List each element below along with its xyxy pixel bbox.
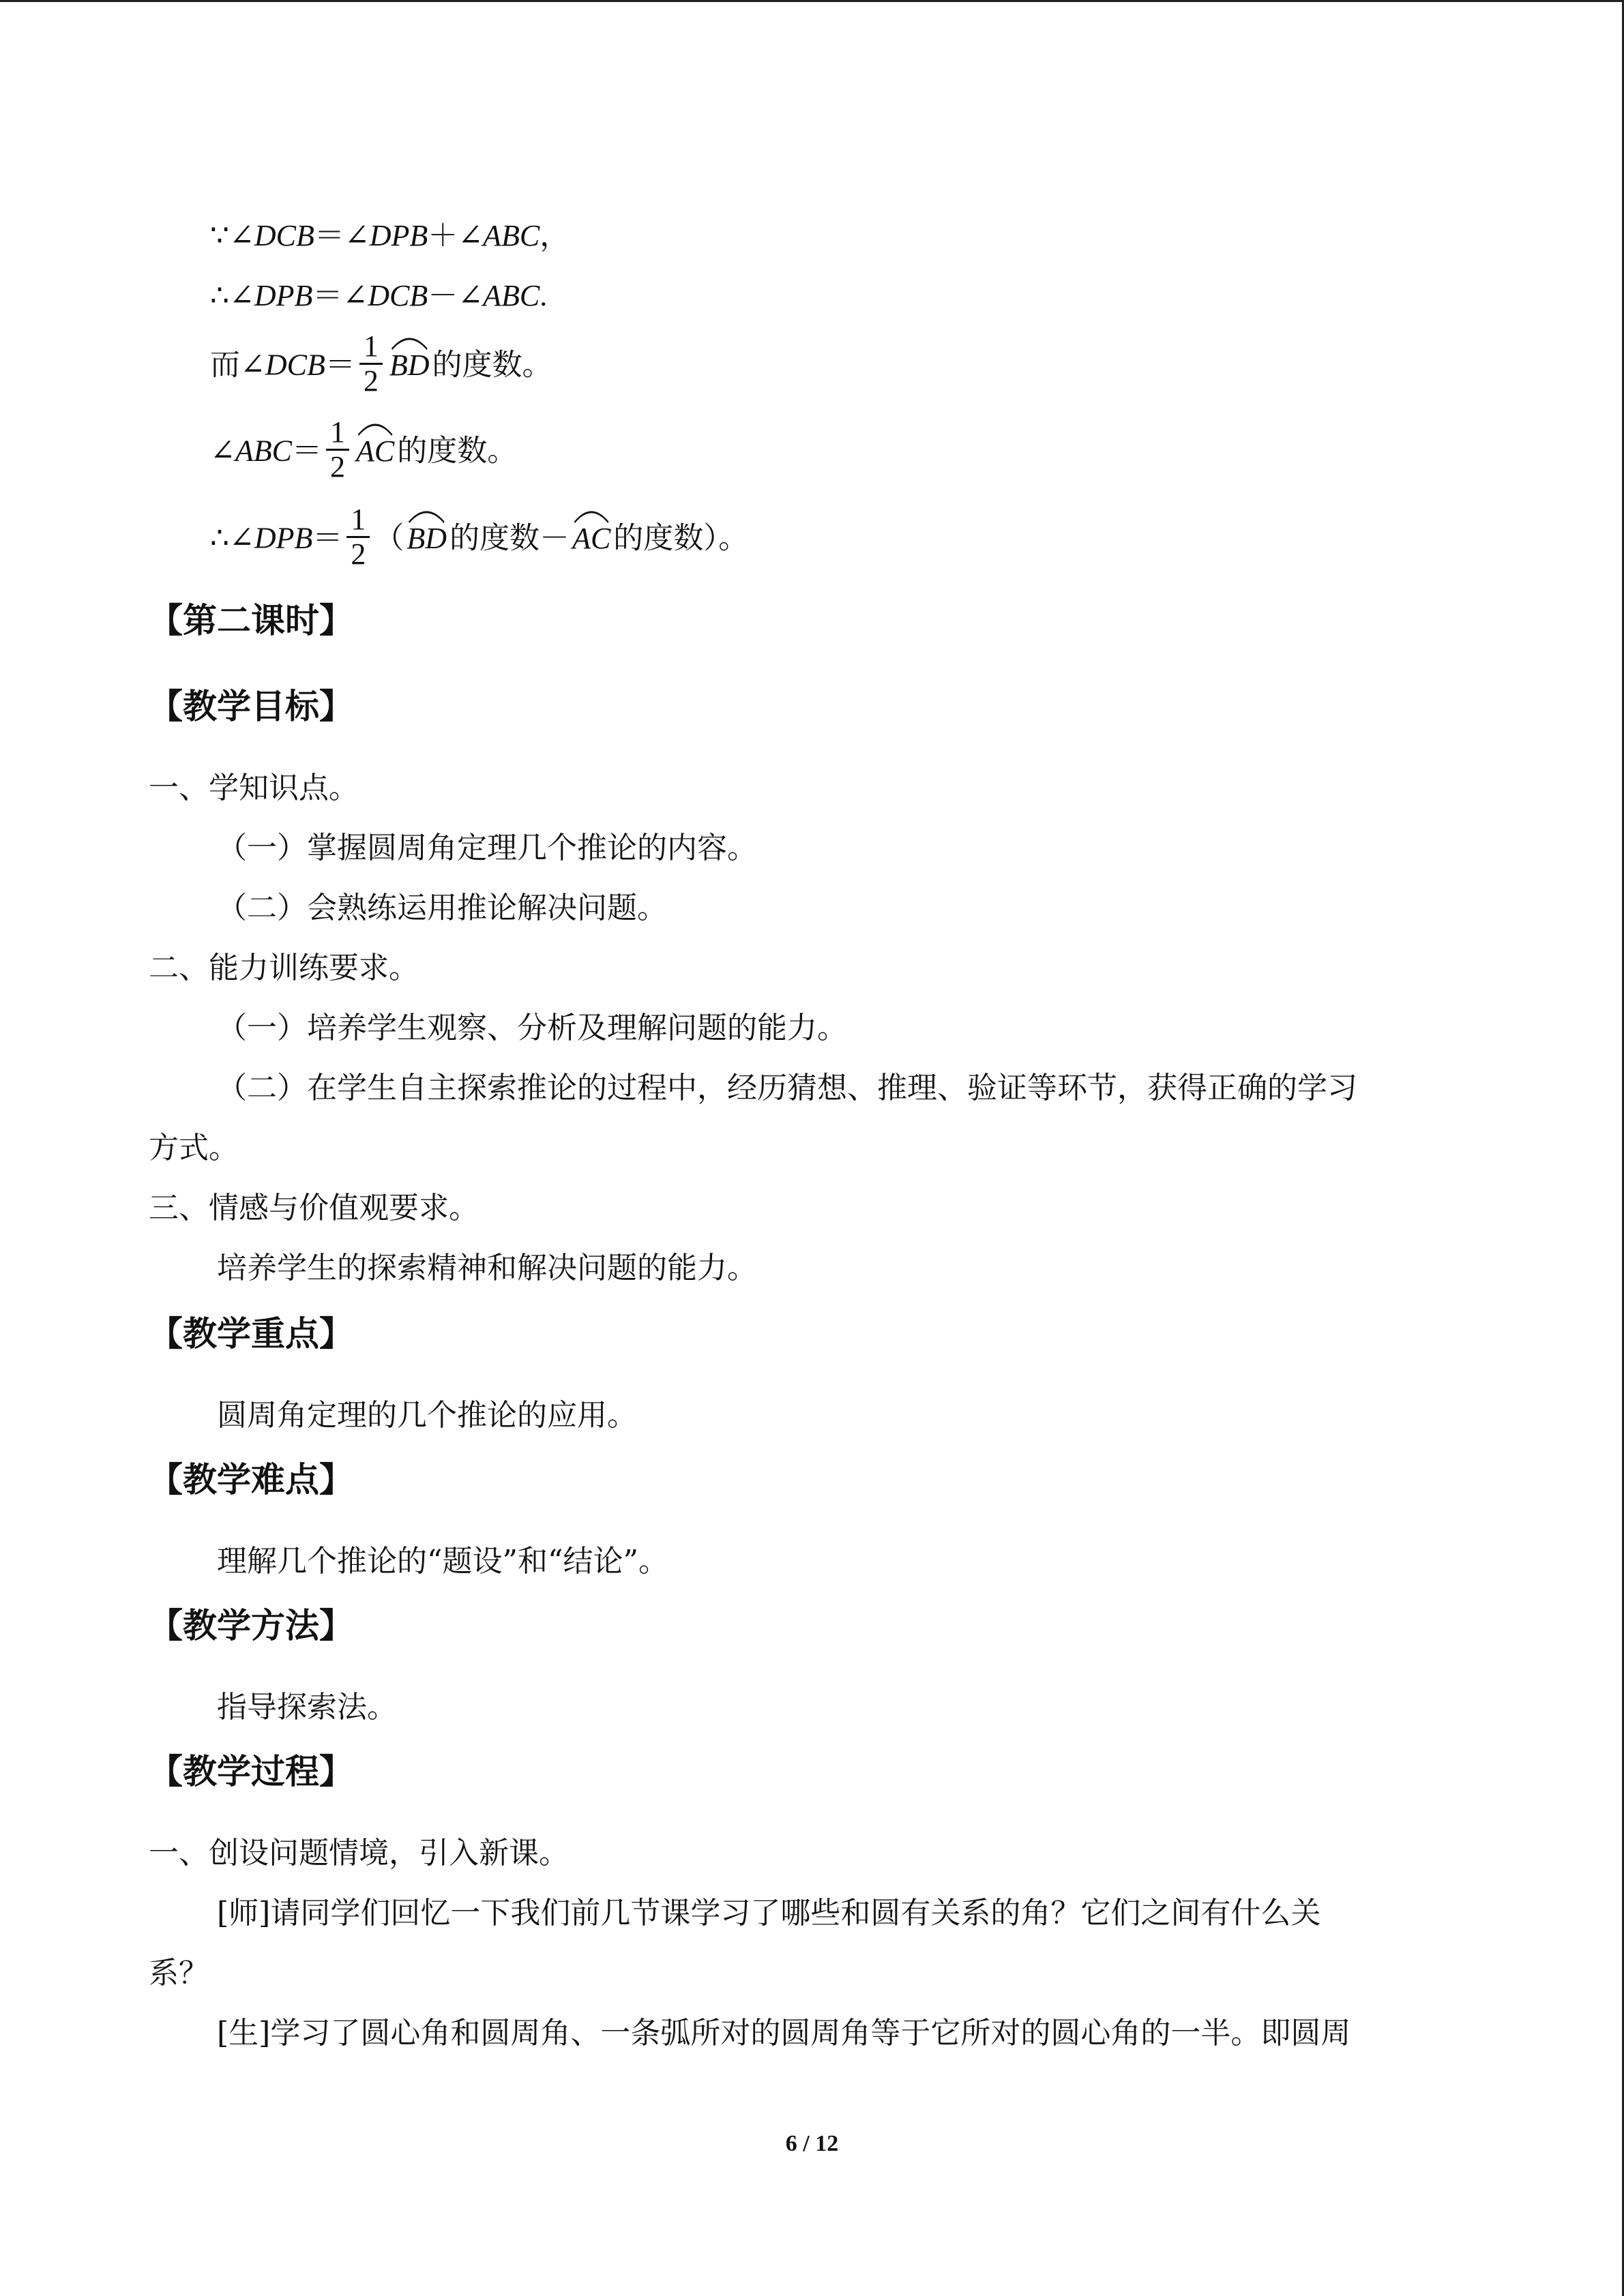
page-number: 6 / 12 (785, 2131, 839, 2156)
tail-text: 的度数。 (397, 434, 518, 468)
equals-sign: ＝ (291, 434, 322, 468)
arc-icon (389, 333, 430, 351)
fraction-one-half (359, 330, 383, 398)
proof-line-4 (210, 415, 518, 488)
fraction-denominator: 2 (363, 364, 379, 398)
angle-abc: ∠ABC (458, 279, 540, 312)
fraction-one-half (326, 416, 349, 483)
heading-methods: 【教学方法】 (149, 1606, 353, 1645)
angle-dcb: ∠DCB (240, 348, 325, 382)
page-border-top (0, 0, 1624, 2)
because-symbol: ∵ (210, 219, 229, 252)
fraction-numerator: 1 (359, 330, 383, 365)
objective-knowledge-1: （一）掌握圆周角定理几个推论的内容。 (217, 831, 757, 865)
heading-difficulties: 【教学难点】 (149, 1460, 353, 1500)
proof-line-1 (210, 215, 570, 256)
objective-knowledge-2: （二）会熟练运用推论解决问题。 (217, 891, 667, 925)
lead-text: 而 (210, 348, 240, 382)
objective-emotion: 三、情感与价值观要求。 (149, 1191, 479, 1225)
punctuation: ， (540, 219, 570, 252)
angle-dpb: ∠DPB (229, 521, 313, 555)
proof-line-3 (210, 329, 552, 402)
heading-key-points: 【教学重点】 (149, 1314, 353, 1354)
mid-text: 的度数－ (449, 521, 570, 555)
arc-bd (389, 337, 430, 386)
proof-line-2 (210, 275, 547, 316)
fraction-denominator: 2 (329, 450, 345, 483)
arc-ac (572, 510, 610, 559)
equals-sign: ＝ (312, 521, 343, 555)
objective-ability-1: （一）培养学生观察、分析及理解问题的能力。 (217, 1011, 847, 1045)
angle-dpb: ∠DPB (229, 279, 313, 312)
fraction-one-half (346, 503, 370, 571)
difficulties-text: 理解几个推论的“题设”和“结论”。 (217, 1544, 668, 1579)
objective-ability-2-continued: 方式。 (149, 1131, 239, 1165)
objective-ability: 二、能力训练要求。 (149, 951, 419, 985)
objective-ability-2: （二）在学生自主探索推论的过程中，经历猜想、推理、验证等环节，获得正确的学习 (217, 1071, 1357, 1105)
fraction-numerator: 1 (326, 416, 349, 451)
process-student-answer: [生]学习了圆心角和圆周角、一条弧所对的圆周角等于它所对的圆心角的一半。即圆周 (217, 2016, 1351, 2051)
therefore-symbol: ∴ (210, 521, 229, 555)
proof-line-5 (210, 503, 749, 575)
tail-text: 的度数）。 (613, 521, 749, 555)
arc-icon (356, 419, 394, 436)
angle-dpb: ∠DPB (344, 219, 428, 252)
angle-dcb: ∠DCB (342, 279, 428, 312)
angle-abc: ∠ABC (458, 219, 540, 252)
arc-icon (407, 506, 447, 524)
heading-process: 【教学过程】 (149, 1752, 353, 1791)
fraction-numerator: 1 (346, 503, 370, 538)
arc-bd (407, 510, 447, 559)
heading-second-lesson: 【第二课时】 (149, 601, 353, 640)
punctuation: . (540, 279, 548, 312)
process-step-1: 一、创设问题情境，引入新课。 (149, 1836, 569, 1870)
arc-ac (356, 423, 394, 472)
arc-label: BD (407, 521, 447, 555)
minus-sign: － (428, 279, 458, 312)
fraction-denominator: 2 (351, 537, 366, 571)
open-paren: （ (374, 521, 404, 555)
angle-abc: ∠ABC (210, 434, 292, 468)
tail-text: 的度数。 (432, 348, 552, 382)
angle-dcb: ∠DCB (229, 219, 314, 252)
arc-label: AC (355, 434, 395, 468)
objective-emotion-1: 培养学生的探索精神和解决问题的能力。 (217, 1251, 757, 1285)
arc-label: AC (572, 521, 611, 555)
process-teacher-question: [师]请同学们回忆一下我们前几节课学习了哪些和圆有关系的角？它们之间有什么关 (217, 1896, 1321, 1930)
equals-sign: ＝ (312, 279, 343, 312)
methods-text: 指导探索法。 (217, 1690, 397, 1725)
equals-sign: ＝ (314, 219, 344, 252)
arc-icon (572, 506, 610, 524)
process-teacher-question-continued: 系？ (149, 1956, 209, 1991)
heading-objectives: 【教学目标】 (149, 687, 353, 726)
objective-knowledge: 一、学知识点。 (149, 771, 359, 805)
key-points-text: 圆周角定理的几个推论的应用。 (217, 1398, 637, 1433)
equals-sign: ＝ (325, 348, 355, 382)
plus-sign: ＋ (428, 219, 458, 252)
therefore-symbol: ∴ (210, 279, 229, 312)
arc-label: BD (389, 348, 430, 382)
